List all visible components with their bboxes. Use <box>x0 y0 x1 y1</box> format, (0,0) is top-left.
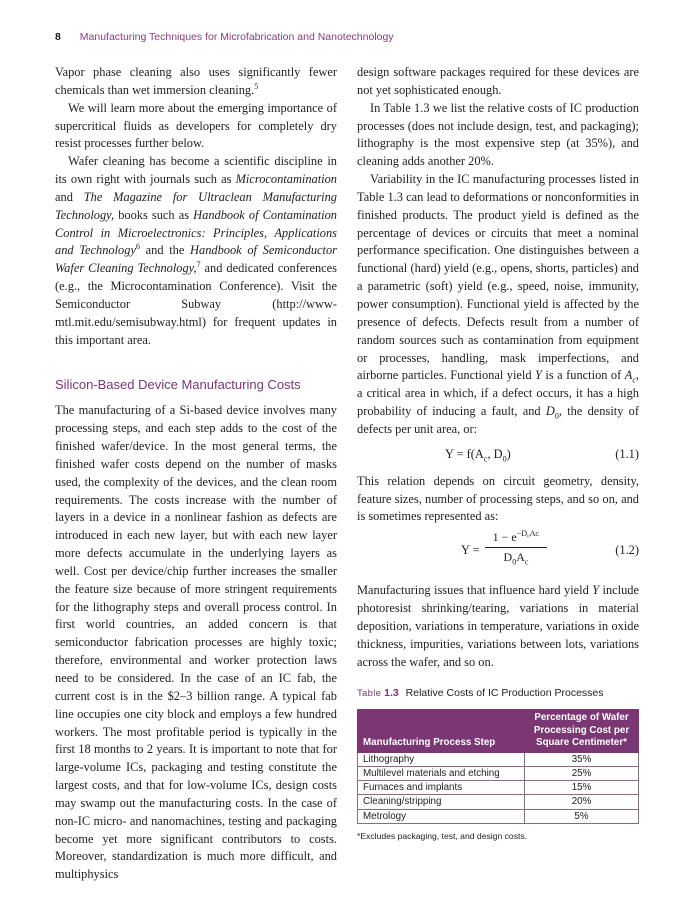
table-footnote: *Excludes packaging, test, and design costs. <box>357 830 528 841</box>
equation-1-1 <box>357 443 639 471</box>
column-header-step: Manufacturing Process Step <box>358 710 525 753</box>
left-column <box>55 64 337 884</box>
table-caption <box>357 685 639 703</box>
table-number: 1.3 <box>384 687 399 700</box>
equation-1-2 <box>357 528 639 576</box>
equation-fraction <box>485 528 547 566</box>
cell-percent: 15% <box>525 781 639 795</box>
paragraph-relation: This relation depends on circuit geometry, density, feature sizes, number of processing steps, and so on, and is sometimes represented as: <box>357 473 639 524</box>
cell-step: Multilevel materials and etching <box>358 767 525 781</box>
paragraph-wafer-cleaning: Wafer cleaning has become a scientific discipline in its own right with journals such as Microcontamination and The Magazine for Ultraclean Manufacturing Technology, books such as Handbook of Contamination Control in Microelectronics: Principles, Applications and Technology$^6$ and the Handbook of Semiconductor Wafer Cleaning Technology,$^7$ and dedicated conferences (e.g., the Microcontamination Conference). Visit the Semiconductor Subway (http://www-mtl.mit.edu/semisubway.html) for frequent updates in this important area. <box>55 154 338 347</box>
table-row <box>358 781 639 795</box>
reference-marker: 5 <box>254 81 259 91</box>
table-header-row <box>358 710 639 753</box>
running-title: Manufacturing Techniques for Microfabrication and Nanotechnology <box>79 31 394 43</box>
paragraph-design-software: design software packages required for these devices are not yet sophisticated enough. <box>357 65 639 97</box>
equation-lhs: Y = <box>461 543 480 558</box>
equation-body: $Y = f(A_c$, $D_0$) <box>445 446 511 464</box>
running-header <box>55 31 394 43</box>
equation-number: (1.1) <box>615 446 639 461</box>
equation-number: (1.2) <box>615 543 639 558</box>
table-row <box>358 809 639 823</box>
table-row <box>358 752 639 766</box>
paragraph-yield: Variability in the IC manufacturing processes listed in Table 1.3 can lead to deformations or nonconformities in finished products. The product yield is defined as the percentage of devices or circuits that meet a nominal performance specification. One distinguishes between a functional (hard) yield (e.g., opens, shorts, particles) and a parametric (soft) yield (e.g., speed, noise, immunity, power consumption). Functional yield is affected by the presence of defects. Defects result from a number of random sources such as contamination from equipment or processes, handling, mask imperfections, and airborne particles. Functional yield Y is a function of $A_c$, a critical area in which, if a defect occurs, it has a high probability of inducing a fault, and $D_0$, the density of defects per unit area, or: <box>357 172 639 436</box>
page-number: 8 <box>55 31 61 43</box>
costs-table <box>357 709 639 824</box>
table-title: Relative Costs of IC Production Processes <box>405 687 604 700</box>
section-heading: Silicon-Based Device Manufacturing Costs <box>55 376 301 392</box>
paragraph-hard-yield: Manufacturing issues that influence hard yield Y include photoresist shrinking/tearing, variations in material deposition, variations in temperature, variations in oxide thickness, impurities, variations between lots, variations across the wafer, and so on. <box>357 583 639 669</box>
paragraph-manufacturing-costs: The manufacturing of a Si-based device involves many processing steps, and each step adds to the cost of the finished wafer/device. In the most general terms, the finished wafer costs depend on the number of masks used, the complexity of the devices, and the clean room requirements. The costs increase with the number of layers in a device in a nonlinear fashion as defects are introduced in each new layer, but with each new layer more defects accumulate in the underlying layers as well. Cost per device/chip further increases the smaller the feature size because of more stringent requirements for the lithography steps and overall process control. In first world countries, an added concern is that semiconductor fabrication processes are highly toxic; therefore, environmental and worker protection laws need to be considered. In the case of an IC fab, the current cost is in the $2–3 billion range. A typical fab line occupies one city block and employs a few hundred workers. The most profitable period is typically in the first 18 months to 2 years. It is important to note that for large-volume ICs, packaging and testing constitute the largest costs, and that for low-volume ICs, design costs may swamp out the manufacturing costs. In the case of non-IC micro- and nanomachines, testing and packaging become yet more significant contributors to costs. Moreover, standardization is much more difficult, and multiphysics <box>55 403 337 882</box>
cell-percent: 35% <box>525 752 639 766</box>
cell-percent: 20% <box>525 795 639 809</box>
cell-percent: 25% <box>525 767 639 781</box>
cell-step: Cleaning/stripping <box>358 795 525 809</box>
table-row <box>358 767 639 781</box>
paragraph-supercritical: We will learn more about the emerging importance of supercritical fluids as developers for completely dry resist processes further below. <box>55 100 337 151</box>
fraction-denominator: $D_0A_c$ <box>503 550 529 567</box>
column-header-percentage: Percentage of Wafer Processing Cost per Square Centimeter* <box>525 710 639 753</box>
paragraph-table-intro: In Table 1.3 we list the relative costs of IC production processes (does not include design, test, and packaging); lithography is the most expensive step (at 35%), and cleaning adds another 20%. <box>357 100 639 169</box>
fraction-numerator: $1 - e^{-D_0Aᴄ}$ <box>485 528 547 548</box>
cell-step: Metrology <box>358 809 525 823</box>
table-label: Table <box>357 688 382 700</box>
cell-step: Lithography <box>358 752 525 766</box>
paragraph-vapor-phase: Vapor phase cleaning also uses significantly fewer chemicals than wet immersion cleaning.$^5$ <box>55 65 337 97</box>
right-column <box>357 64 639 846</box>
cell-percent: 5% <box>525 809 639 823</box>
cell-step: Furnaces and implants <box>358 781 525 795</box>
table-row <box>358 795 639 809</box>
